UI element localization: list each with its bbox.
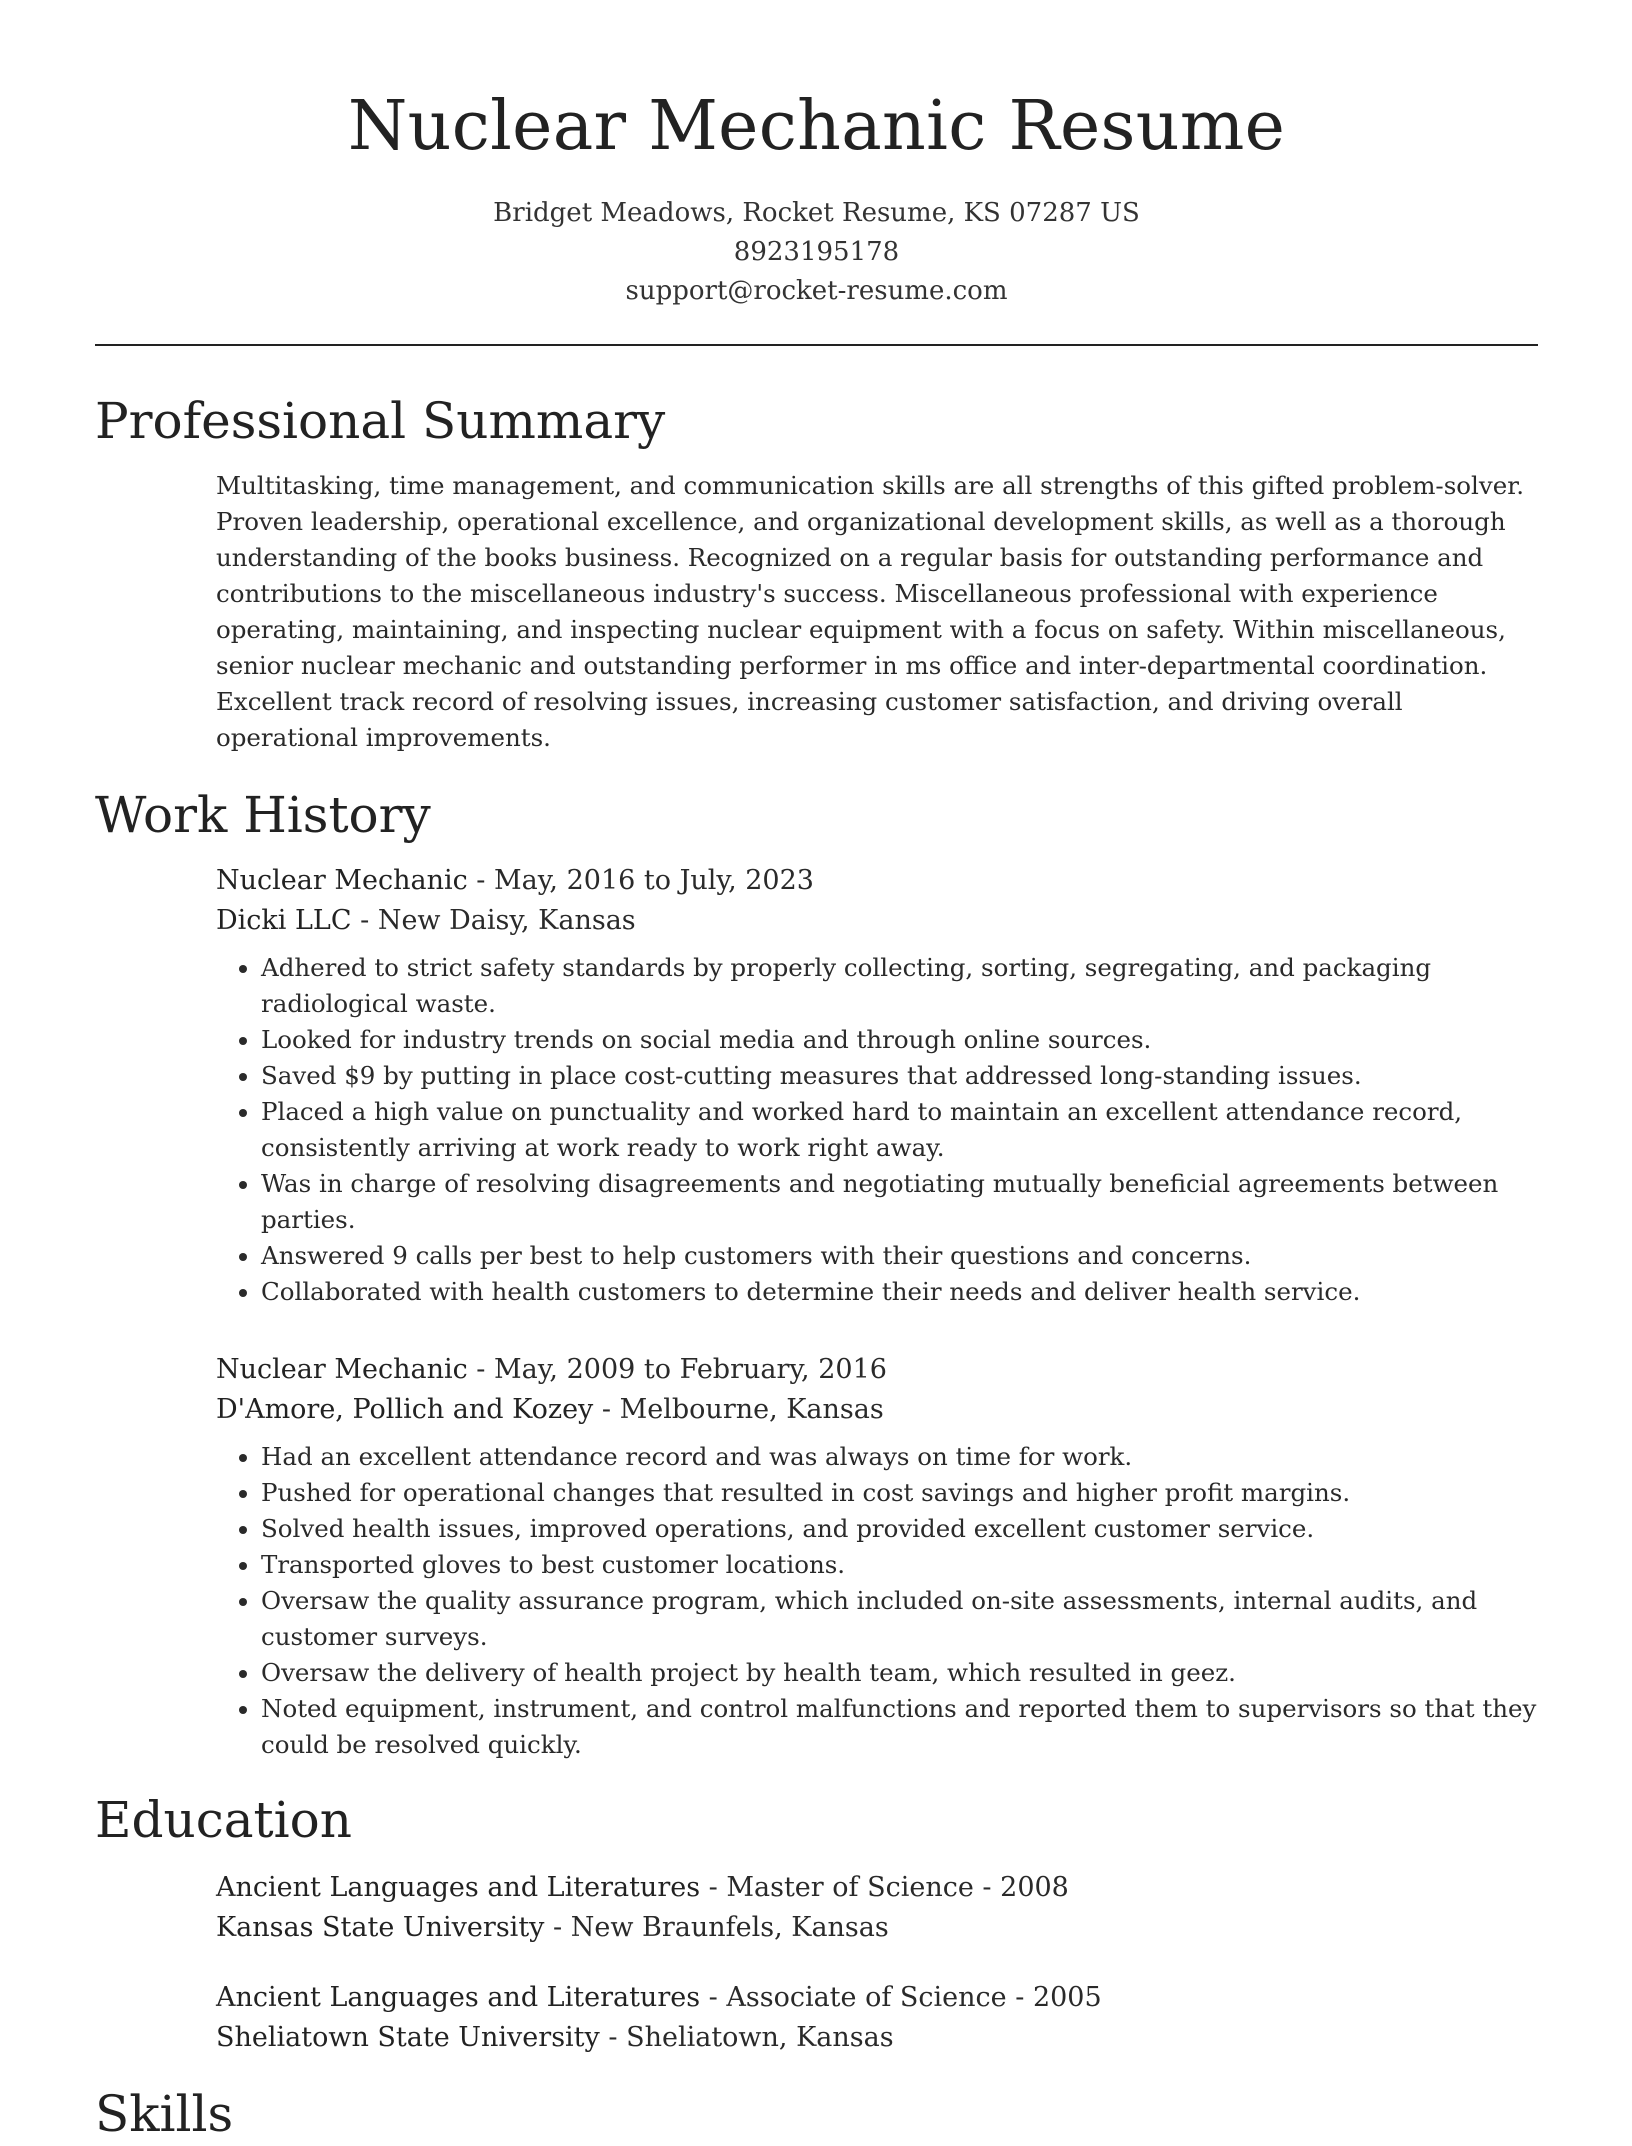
work-history-list (95, 861, 1538, 1763)
list-item: • Oversaw the delivery of health project by health team, which resulted in geez. (261, 1655, 1538, 1691)
education-degree: Master of Science (726, 1872, 974, 1903)
job-title-line (216, 1350, 1538, 1390)
education-degree: Associate of Science (726, 1982, 1007, 2013)
job-bullet-list (216, 950, 1538, 1310)
job-entry (216, 1350, 1538, 1763)
education-field: Ancient Languages and Literatures (216, 1872, 701, 1903)
section-heading-education: Education (95, 1791, 352, 1849)
job-company: D'Amore, Pollich and Kozey (216, 1394, 594, 1425)
section-heading-summary: Professional Summary (95, 392, 666, 450)
education-school: Kansas State University (216, 1912, 545, 1943)
education-year: 2008 (1000, 1872, 1069, 1903)
list-item: • Placed a high value on punctuality and worked hard to maintain an excellent attendance record, consistently arriving at work ready to work right away. (261, 1094, 1538, 1166)
list-item: • Adhered to strict safety standards by properly collecting, sorting, segregating, and packaging radiological waste. (261, 950, 1538, 1022)
list-item: • Transported gloves to best customer locations. (261, 1547, 1538, 1583)
list-item: • Collaborated with health customers to determine their needs and deliver health service. (261, 1274, 1538, 1310)
list-item: • Pushed for operational changes that resulted in cost savings and higher profit margins. (261, 1475, 1538, 1511)
job-role: Nuclear Mechanic (216, 1354, 468, 1385)
education-location: New Braunfels, Kansas (570, 1912, 889, 1943)
contact-address: Bridget Meadows, Rocket Resume, KS 07287 US (493, 198, 1140, 228)
education-degree-line (216, 1978, 1538, 2018)
section-heading-work-history: Work History (95, 786, 431, 844)
separator: - (1006, 1982, 1033, 2013)
resume-title: Nuclear Mechanic Resume (347, 87, 1286, 166)
job-dates: May, 2016 to July, 2023 (494, 865, 814, 896)
education-field: Ancient Languages and Literatures (216, 1982, 701, 2013)
education-school: Sheliatown State University (216, 2022, 600, 2053)
list-item: • Had an excellent attendance record and was always on time for work. (261, 1439, 1538, 1475)
separator: - (593, 1394, 620, 1425)
education-degree-line (216, 1868, 1538, 1908)
separator: - (544, 1912, 571, 1943)
section-heading-skills: Skills (95, 2085, 234, 2143)
job-bullet-list (216, 1439, 1538, 1763)
list-item: • Noted equipment, instrument, and control malfunctions and reported them to supervisors so that they could be resolved quickly. (261, 1691, 1538, 1763)
list-item: • Oversaw the quality assurance program, which included on-site assessments, internal audits, and customer surveys. (261, 1583, 1538, 1655)
education-location: Sheliatown, Kansas (626, 2022, 894, 2053)
summary-text: Multitasking, time management, and communication skills are all strengths of this gifted problem-solver. Proven leadership, operational excellence, and organizational development skills, as well as a thorough understanding of the books business. Recognized on a regular basis for outstanding performance and contributions to the miscellaneous industry's success. Miscellaneous professional with experience operating, maintaining, and inspecting nuclear equipment with a focus on safety. Within miscellaneous, senior nuclear mechanic and outstanding performer in ms office and inter-departmental coordination. Excellent track record of resolving issues, increasing customer satisfaction, and driving overall operational improvements. (216, 471, 1525, 752)
separator: - (599, 2022, 627, 2053)
job-company: Dicki LLC (216, 905, 352, 936)
list-item: • Was in charge of resolving disagreements and negotiating mutually beneficial agreements between parties. (261, 1166, 1538, 1238)
list-item: • Saved $9 by putting in place cost-cutting measures that addressed long-standing issues. (261, 1058, 1538, 1094)
job-entry (216, 861, 1538, 1310)
education-list (95, 1868, 1538, 2058)
job-location: New Daisy, Kansas (377, 905, 636, 936)
contact-block (95, 194, 1538, 311)
education-year: 2005 (1032, 1982, 1102, 2013)
separator: - (700, 1872, 727, 1903)
separator: - (351, 905, 378, 936)
education-school-line (216, 2018, 1538, 2058)
job-location: Melbourne, Kansas (619, 1394, 884, 1425)
separator: - (700, 1982, 727, 2013)
job-company-line (216, 901, 1538, 941)
list-item: • Solved health issues, improved operations, and provided excellent customer service. (261, 1511, 1538, 1547)
job-company-line (216, 1390, 1538, 1430)
separator: - (973, 1872, 1001, 1903)
education-school-line (216, 1908, 1538, 1948)
contact-email[interactable]: support@rocket-resume.com (625, 276, 1008, 306)
job-title-line (216, 861, 1538, 901)
separator: - (467, 1354, 495, 1385)
education-entry (216, 1978, 1538, 2058)
contact-phone: 8923195178 (733, 237, 900, 267)
education-entry (216, 1868, 1538, 1948)
job-role: Nuclear Mechanic (216, 865, 468, 896)
resume-page (95, 0, 1538, 2146)
separator: - (467, 865, 495, 896)
header-divider (95, 344, 1538, 346)
job-dates: May, 2009 to February, 2016 (494, 1354, 887, 1385)
list-item: • Answered 9 calls per best to help customers with their questions and concerns. (261, 1238, 1538, 1274)
list-item: • Looked for industry trends on social media and through online sources. (261, 1022, 1538, 1058)
